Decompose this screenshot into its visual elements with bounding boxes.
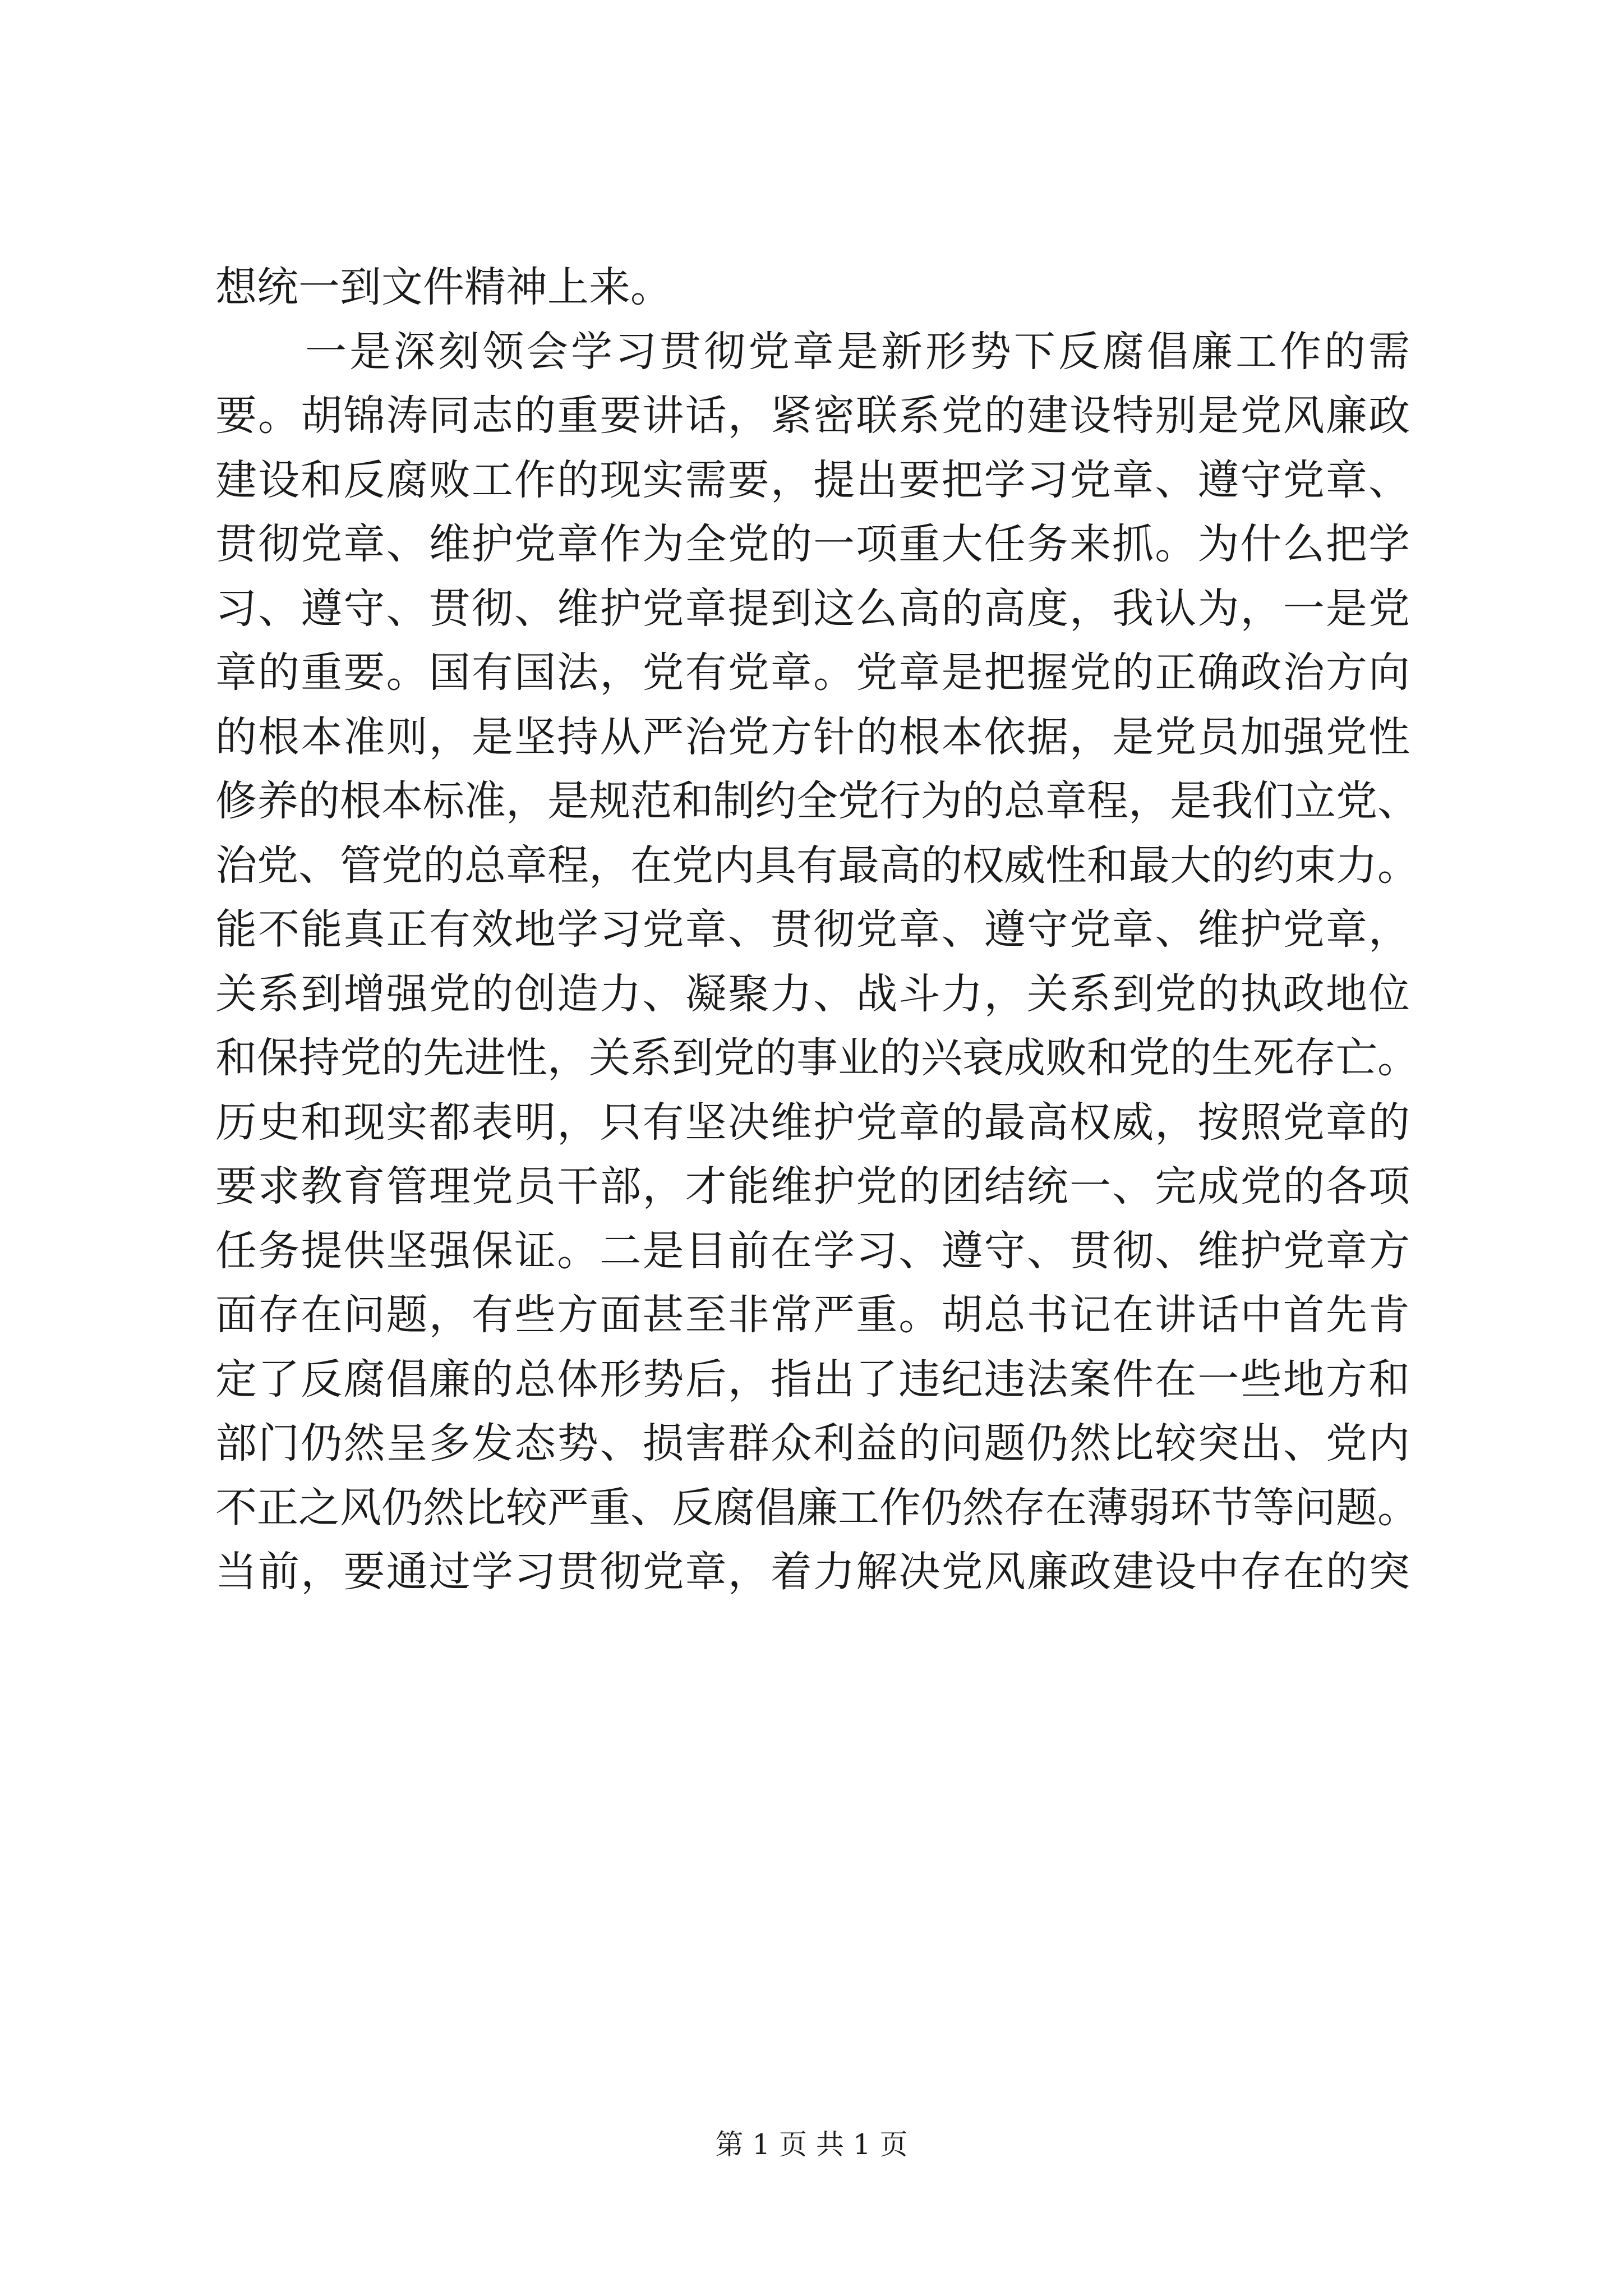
text-line: 任务提供坚强保证。二是目前在学习、遵守、贯彻、维护党章方 <box>215 1226 1410 1275</box>
page-footer <box>0 2125 1623 2164</box>
text-line: 章的重要。国有国法，党有党章。党章是把握党的正确政治方向 <box>215 648 1410 697</box>
text-line: 贯彻党章、维护党章作为全党的一项重大任务来抓。为什么把学 <box>215 520 1410 568</box>
text-line: 和保持党的先进性，关系到党的事业的兴衰成败和党的生死存亡。 <box>215 1034 1419 1082</box>
text-line: 部门仍然呈多发态势、损害群众利益的问题仍然比较突出、党内 <box>215 1419 1410 1467</box>
text-line: 习、遵守、贯彻、维护党章提到这么高的高度，我认为，一是党 <box>215 584 1410 633</box>
text-line: 修养的根本标准，是规范和制约全党行为的总章程，是我们立党、 <box>215 777 1419 825</box>
text-line: 定了反腐倡廉的总体形势后，指出了违纪违法案件在一些地方和 <box>215 1355 1410 1404</box>
text-line: 面存在问题，有些方面甚至非常严重。胡总书记在讲话中首先肯 <box>215 1291 1410 1339</box>
text-line: 要。胡锦涛同志的重要讲话，紧密联系党的建设特别是党风廉政 <box>215 392 1410 440</box>
paragraph-start-line: 一是深刻领会学习贯彻党章是新形势下反腐倡廉工作的需 <box>305 327 1410 376</box>
text-line: 要求教育管理党员干部，才能维护党的团结统一、完成党的各项 <box>215 1162 1410 1211</box>
text-line: 当前，要通过学习贯彻党章，着力解决党风廉政建设中存在的突 <box>215 1548 1410 1596</box>
page-number-label: 第 1 页 共 1 页 <box>715 2128 908 2161</box>
text-line: 不正之风仍然比较严重、反腐倡廉工作仍然存在薄弱环节等问题。 <box>215 1483 1419 1532</box>
document-body <box>215 255 1419 1604</box>
text-line: 的根本准则，是坚持从严治党方针的根本依据，是党员加强党性 <box>215 712 1410 761</box>
text-line: 治党、管党的总章程，在党内具有最高的权威性和最大的约束力。 <box>215 841 1419 890</box>
text-line: 想统一到文件精神上来。 <box>215 263 672 311</box>
text-line: 能不能真正有效地学习党章、贯彻党章、遵守党章、维护党章， <box>215 905 1410 954</box>
text-line: 历史和现实都表明，只有坚决维护党章的最高权威，按照党章的 <box>215 1098 1410 1147</box>
text-line: 关系到增强党的创造力、凝聚力、战斗力，关系到党的执政地位 <box>215 969 1410 1018</box>
text-line: 建设和反腐败工作的现实需要，提出要把学习党章、遵守党章、 <box>215 455 1410 504</box>
